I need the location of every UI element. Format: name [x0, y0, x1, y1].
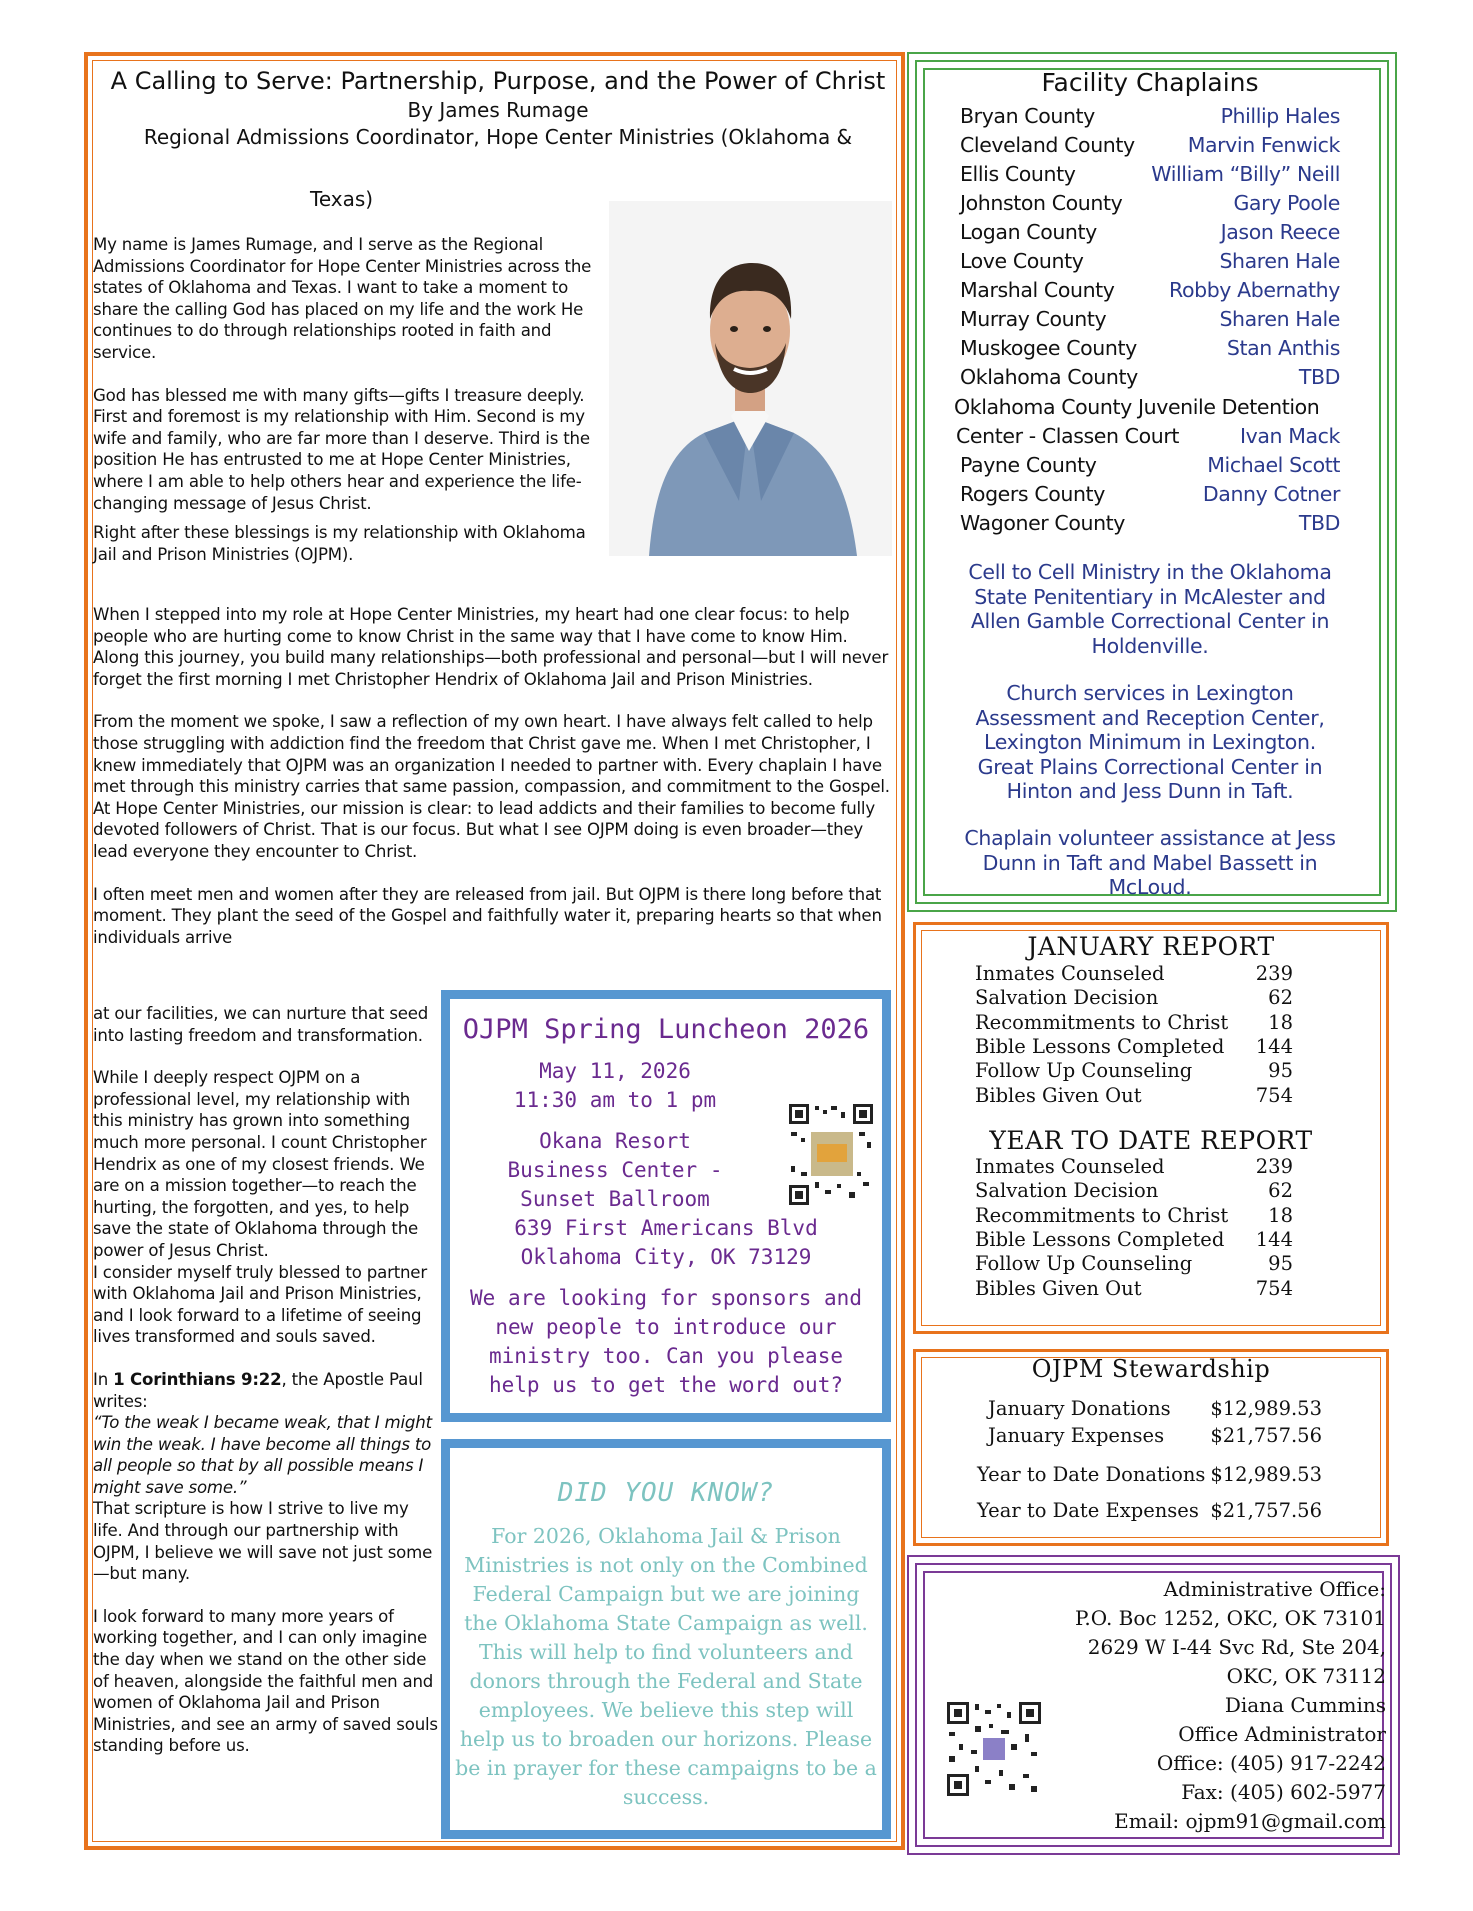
report-row: [975, 1155, 1293, 1179]
report-row: [975, 1059, 1293, 1083]
article-body: [93, 604, 893, 948]
stewardship-label: January Expenses: [988, 1424, 1165, 1447]
chaplain-name: Phillip Hales: [1220, 104, 1340, 128]
chaplain-name: Ivan Mack: [1239, 424, 1340, 448]
report-label: Salvation Decision: [975, 1179, 1159, 1203]
report-value: 239: [1255, 962, 1293, 985]
did-you-know-body: For 2026, Oklahoma Jail & Prison Ministries is not only on the Combined Federal Campaign but we are joining the Oklahoma State Campaign as well. This will help to find volunteers and donors through the Federal and State employees. We believe this step will help us to broaden our horizons. Please be in prayer for these campaigns to be a success.: [455, 1524, 877, 1809]
admin-title: Office Administrator: [1178, 1722, 1386, 1746]
report-value: 18: [1268, 1010, 1293, 1034]
scripture-reference: 1 Corinthians 9:22: [113, 1369, 282, 1389]
chaplain-name: Marvin Fenwick: [1187, 133, 1340, 157]
stewardship-row: [977, 1463, 1322, 1487]
report-value: 144: [1255, 1227, 1293, 1251]
ytd-report-title: YEAR TO DATE REPORT: [989, 1126, 1313, 1155]
scripture-quote: “To the weak I became weak, that I might win the weak. I have become all things to all people so that by all possible means I might save some.”: [93, 1413, 432, 1497]
chaplain-name: TBD: [1298, 365, 1340, 389]
admin-fax: Fax: (405) 602-5977: [1181, 1780, 1386, 1804]
chaplain-county: Cleveland County: [960, 133, 1135, 157]
stewardship-label: January Donations: [988, 1397, 1171, 1420]
report-row: [975, 1011, 1293, 1035]
luncheon-qr-code[interactable]: [787, 1102, 875, 1207]
chaplain-name: Danny Cotner: [1202, 482, 1340, 506]
chaplain-row: [960, 162, 1340, 191]
report-value: 95: [1268, 1059, 1293, 1083]
article-paragraph-3: Right after these blessings is my relationship with Oklahoma Jail and Prison Ministries (OJPM).: [93, 523, 586, 564]
report-value: 754: [1255, 1083, 1293, 1107]
article-role-cont: Texas): [310, 187, 374, 211]
luncheon-appeal: We are looking for sponsors and new people to introduce our ministry too. Can you please help us to get the word out?: [470, 1286, 862, 1397]
chaplain-county: Center - Classen Court: [956, 424, 1179, 448]
luncheon-date: May 11, 2026: [539, 1059, 691, 1083]
admin-office-block: [1000, 1575, 1386, 1836]
chaplain-row: [960, 191, 1340, 220]
stewardship-value: $21,757.56: [1210, 1424, 1322, 1447]
admin-email[interactable]: Email: ojpm91@gmail.com: [1114, 1809, 1386, 1833]
luncheon-time: 11:30 am to 1 pm: [513, 1088, 717, 1112]
report-row: [975, 1204, 1293, 1228]
article-byline: By James Rumage: [407, 98, 589, 122]
article-paragraph-11: That scripture is how I strive to live my life. And through our partnership with OJPM, I believe we will save not just some—but many.: [93, 1499, 433, 1584]
stewardship-title: OJPM Stewardship: [1031, 1355, 1271, 1383]
article-paragraph-9: I consider myself truly blessed to partner with Oklahoma Jail and Prison Ministries, and I look forward to a lifetime of seeing lives transformed and souls saved.: [93, 1262, 427, 1347]
chaplain-row: [960, 220, 1340, 249]
chaplain-name: TBD: [1298, 511, 1340, 535]
report-label: Salvation Decision: [975, 986, 1159, 1010]
chaplain-row-juvenile-2: [956, 424, 1340, 453]
report-value: 95: [1268, 1252, 1293, 1276]
report-label: Bible Lessons Completed: [975, 1034, 1225, 1058]
article-paragraph-5: From the moment we spoke, I saw a reflection of my own heart. I have always felt called to help those struggling with addiction find the freedom that Christ gave me. When I met Christopher, I knew immediately that OJPM was an organization I needed to partner with. Every chaplain I have met through this ministry carries that same passion, compassion, and commitment to the Gospel.: [93, 712, 890, 797]
article-paragraph-7b: at our facilities, we can nurture that seed into lasting freedom and transformation.: [93, 1004, 429, 1045]
luncheon-details: [450, 1057, 780, 1214]
stewardship-row: [977, 1499, 1322, 1523]
chaplain-row: [960, 104, 1340, 133]
chaplain-county: Payne County: [960, 453, 1097, 477]
luncheon-address-2: Oklahoma City, OK 73129: [520, 1245, 812, 1269]
report-row: [975, 1277, 1293, 1301]
article-paragraph-1: My name is James Rumage, and I serve as the Regional Admissions Coordinator for Hope Center Ministries across the states of Oklahoma and Texas. I want to take a moment to share the calling God has placed on my life and the work He continues to do through relationships rooted in faith and service.: [93, 235, 592, 362]
stewardship-label: Year to Date Expenses: [977, 1499, 1199, 1522]
stewardship-value: $21,757.56: [1210, 1499, 1322, 1522]
chaplain-county: Wagoner County: [960, 511, 1126, 535]
chaplain-county: Oklahoma County: [960, 365, 1138, 389]
chaplain-row: [960, 453, 1340, 482]
stewardship-label: Year to Date Donations: [977, 1463, 1206, 1486]
chaplain-county: Oklahoma County Juvenile Detention: [954, 395, 1320, 419]
did-you-know-title: DID YOU KNOW?: [557, 1478, 775, 1508]
report-row: [975, 1179, 1293, 1203]
chaplain-row: [960, 133, 1340, 162]
luncheon-box: [441, 990, 891, 1422]
chaplain-row: [960, 482, 1340, 511]
report-label: Follow Up Counseling: [975, 1252, 1193, 1276]
report-row: [975, 1252, 1293, 1276]
chaplain-county: Love County: [960, 249, 1084, 273]
chaplain-name: Sharen Hale: [1219, 249, 1340, 273]
chaplain-name: Robby Abernathy: [1169, 278, 1340, 302]
chaplain-row: [960, 278, 1340, 307]
chaplain-row: [960, 249, 1340, 278]
admin-street: 2629 W I-44 Svc Rd, Ste 204,: [1087, 1635, 1386, 1659]
chaplains-title: Facility Chaplains: [1041, 68, 1259, 97]
admin-name: Diana Cummins: [1224, 1693, 1386, 1717]
article-paragraph-6: At Hope Center Ministries, our mission is clear: to lead addicts and their families to become fully devoted followers of Christ. That is our focus. But what I see OJPM doing is even broader—they lead everyone they encounter to Christ.: [93, 798, 875, 861]
admin-qr-code[interactable]: [945, 1700, 1043, 1798]
article-paragraph-7: I often meet men and women after they are released from jail. But OJPM is there long before that moment. They plant the seed of the Gospel and faithfully water it, preparing hearts so that when individuals arrive: [93, 884, 882, 947]
luncheon-venue-2: Business Center -: [507, 1158, 723, 1182]
scripture-intro-cont: , the Apostle Paul writes:: [93, 1369, 423, 1411]
chaplain-row: [960, 307, 1340, 336]
chaplain-name: Michael Scott: [1207, 453, 1340, 477]
luncheon-venue-1: Okana Resort: [539, 1129, 691, 1153]
report-label: Follow Up Counseling: [975, 1059, 1193, 1083]
chaplains-note-3: Chaplain volunteer assistance at Jess Dunn in Taft and Mabel Bassett in McLoud.: [964, 826, 1336, 899]
report-value: 754: [1255, 1276, 1293, 1300]
article-header: [98, 66, 898, 151]
article-paragraph-10: [93, 1369, 438, 1412]
chaplain-name: Stan Anthis: [1226, 336, 1340, 360]
report-value: 62: [1268, 1179, 1293, 1203]
report-label: Recommitments to Christ: [975, 1010, 1229, 1034]
stewardship-value: $12,989.53: [1210, 1463, 1322, 1486]
chaplain-county: Ellis County: [960, 162, 1076, 186]
chaplains-note-2: Church services in Lexington Assessment and Reception Center, Lexington Minimum in Lexington. Great Plains Correctional Center in Hinton and Jess Dunn in Taft.: [975, 681, 1325, 803]
report-label: Recommitments to Christ: [975, 1203, 1229, 1227]
article-paragraph-4: When I stepped into my role at Hope Center Ministries, my heart had one clear focus: to help people who are hurting come to know Christ in the same way that I have come to know Him. Along this journey, you build many relationships—both professional and personal—but I will never forget the first morning I met Christopher Hendrix of Oklahoma Jail and Prison Ministries.: [93, 605, 889, 689]
luncheon-title: OJPM Spring Luncheon 2026: [462, 1014, 870, 1045]
chaplain-name: Sharen Hale: [1219, 307, 1340, 331]
article-paragraph-12: I look forward to many more years of working together, and I can only imagine the day when we stand on the other side of heaven, alongside the faithful men and women of Oklahoma Jail and Prison Ministries, and see an army of saved souls standing before us.: [93, 1606, 438, 1756]
admin-office-phone: Office: (405) 917-2242: [1156, 1751, 1386, 1775]
report-row: [975, 1035, 1293, 1059]
article-intro: [93, 234, 593, 565]
chaplain-county: Rogers County: [960, 482, 1105, 506]
stewardship-value: $12,989.53: [1210, 1397, 1322, 1420]
report-value: 18: [1268, 1203, 1293, 1227]
report-value: 239: [1255, 1155, 1293, 1178]
luncheon-address-1: 639 First Americans Blvd: [514, 1216, 818, 1240]
article-paragraph-8: While I deeply respect OJPM on a professional level, my relationship with this ministry has grown into something much more personal. I count Christopher Hendrix as one of my closest friends. We are on a mission together—to reach the hurting, the forgotten, and yes, to help save the state of Oklahoma through the power of Jesus Christ.: [93, 1068, 427, 1260]
report-label: Bibles Given Out: [975, 1276, 1142, 1300]
chaplain-county: Logan County: [960, 220, 1097, 244]
article-paragraph-2: God has blessed me with many gifts—gifts I treasure deeply. First and foremost is my relationship with Him. Second is my wife and family, who are far more than I deserve. Third is the position He has entrusted to me at Hope Center Ministries, where I am able to help others hear and experience the life-changing message of Jesus Christ.: [93, 385, 590, 513]
january-report-title: JANUARY REPORT: [1027, 932, 1275, 961]
stewardship-row: [988, 1424, 1322, 1448]
article-column: [93, 1003, 438, 1757]
article-role: Regional Admissions Coordinator, Hope Center Ministries (Oklahoma &: [143, 125, 853, 149]
report-value: 144: [1255, 1034, 1293, 1058]
admin-heading: Administrative Office:: [1163, 1577, 1386, 1601]
author-photo: [609, 201, 892, 556]
admin-city: OKC, OK 73112: [1226, 1664, 1386, 1688]
chaplain-row: [960, 365, 1340, 394]
chaplain-row: [960, 336, 1340, 365]
report-row: [975, 986, 1293, 1010]
chaplain-county: Johnston County: [960, 191, 1123, 215]
chaplain-county: Muskogee County: [960, 336, 1137, 360]
chaplain-county: Murray County: [960, 307, 1107, 331]
report-value: 62: [1268, 986, 1293, 1010]
report-label: Bibles Given Out: [975, 1083, 1142, 1107]
report-row: [975, 1084, 1293, 1108]
chaplains-note-1: Cell to Cell Ministry in the Oklahoma State Penitentiary in McAlester and Allen Gamble Correctional Center in Holdenville.: [968, 560, 1332, 658]
chaplain-row-juvenile: [954, 395, 1340, 424]
did-you-know-box: [441, 1439, 891, 1839]
chaplain-county: Bryan County: [960, 104, 1095, 128]
chaplain-name: William “Billy” Neill: [1151, 162, 1340, 186]
chaplain-row: [960, 511, 1340, 540]
chaplain-county: Marshal County: [960, 278, 1115, 302]
report-label: Bible Lessons Completed: [975, 1227, 1225, 1251]
admin-po-box: P.O. Boc 1252, OKC, OK 73101: [1074, 1606, 1386, 1630]
report-row: [975, 1228, 1293, 1252]
stewardship-row: [988, 1397, 1322, 1421]
report-label: Inmates Counseled: [975, 1155, 1165, 1178]
article-title: A Calling to Serve: Partnership, Purpose, and the Power of Christ: [110, 67, 886, 95]
chaplain-name: Gary Poole: [1233, 191, 1340, 215]
report-label: Inmates Counseled: [975, 962, 1165, 985]
report-row: [975, 962, 1293, 986]
chaplain-name: Jason Reece: [1220, 220, 1340, 244]
scripture-intro: In: [93, 1369, 114, 1389]
luncheon-venue-3: Sunset Ballroom: [520, 1187, 710, 1211]
